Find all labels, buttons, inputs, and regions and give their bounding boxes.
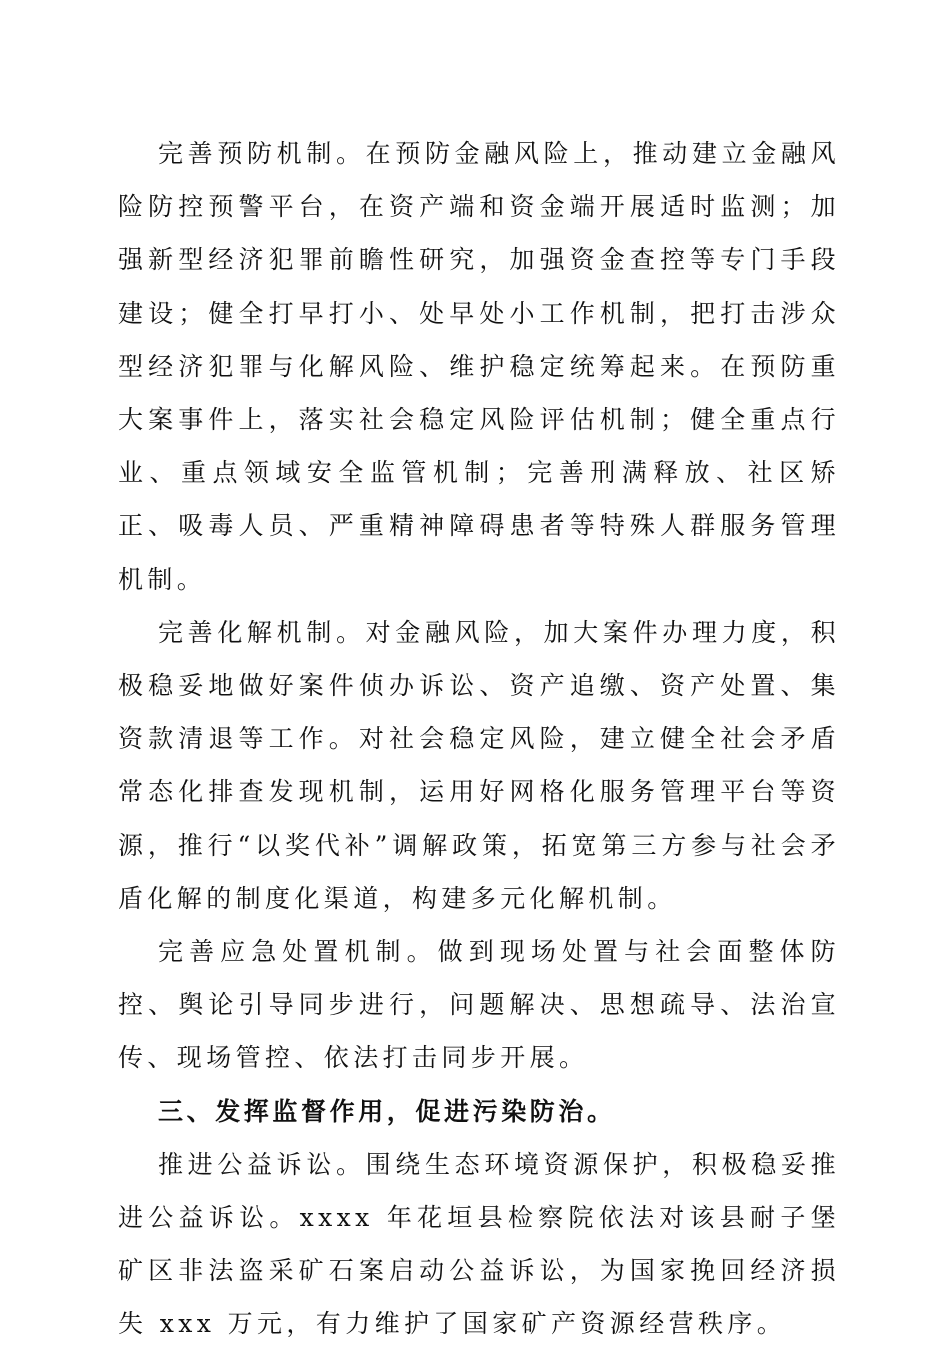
paragraph-emergency-mechanism: 完善应急处置机制。做到现场处置与社会面整体防控、舆论引导同步进行，问题解决、思想疏导、法治宣传、现场管控、依法打击同步开展。 — [118, 937, 840, 1073]
paragraph-public-interest-litigation: 推进公益诉讼。围绕生态环境资源保护，积极稳妥推进公益诉讼。xxxx 年花垣县检察院依法对该县耐子堡矿区非法盗采矿石案启动公益诉讼，为国家挽回经济损失 xxx 万元，有力维护了国家矿产资源经营秩序。 — [118, 1149, 840, 1339]
document-body — [118, 127, 840, 1351]
paragraph-resolution-mechanism: 完善化解机制。对金融风险，加大案件办理力度，积极稳妥地做好案件侦办诉讼、资产追缴、资产处置、集资款清退等工作。对社会稳定风险，建立健全社会矛盾常态化排查发现机制，运用好网格化服务管理平台等资源，推行“以奖代补”调解政策，拓宽第三方参与社会矛盾化解的制度化渠道，构建多元化解机制。 — [118, 617, 840, 913]
section-heading: 三、发挥监督作用，促进污染防治。 — [158, 1096, 616, 1126]
paragraph-prevention-mechanism: 完善预防机制。在预防金融风险上，推动建立金融风险防控预警平台，在资产端和资金端开展适时监测；加强新型经济犯罪前瞻性研究，加强资金查控等专门手段建设；健全打早打小、处早处小工作机制，把打击涉众型经济犯罪与化解风险、维护稳定统筹起来。在预防重大案事件上，落实社会稳定风险评估机制；健全重点行业、重点领域安全监管机制；完善刑满释放、社区矫正、吸毒人员、严重精神障碍患者等特殊人群服务管理机制。 — [118, 139, 840, 594]
